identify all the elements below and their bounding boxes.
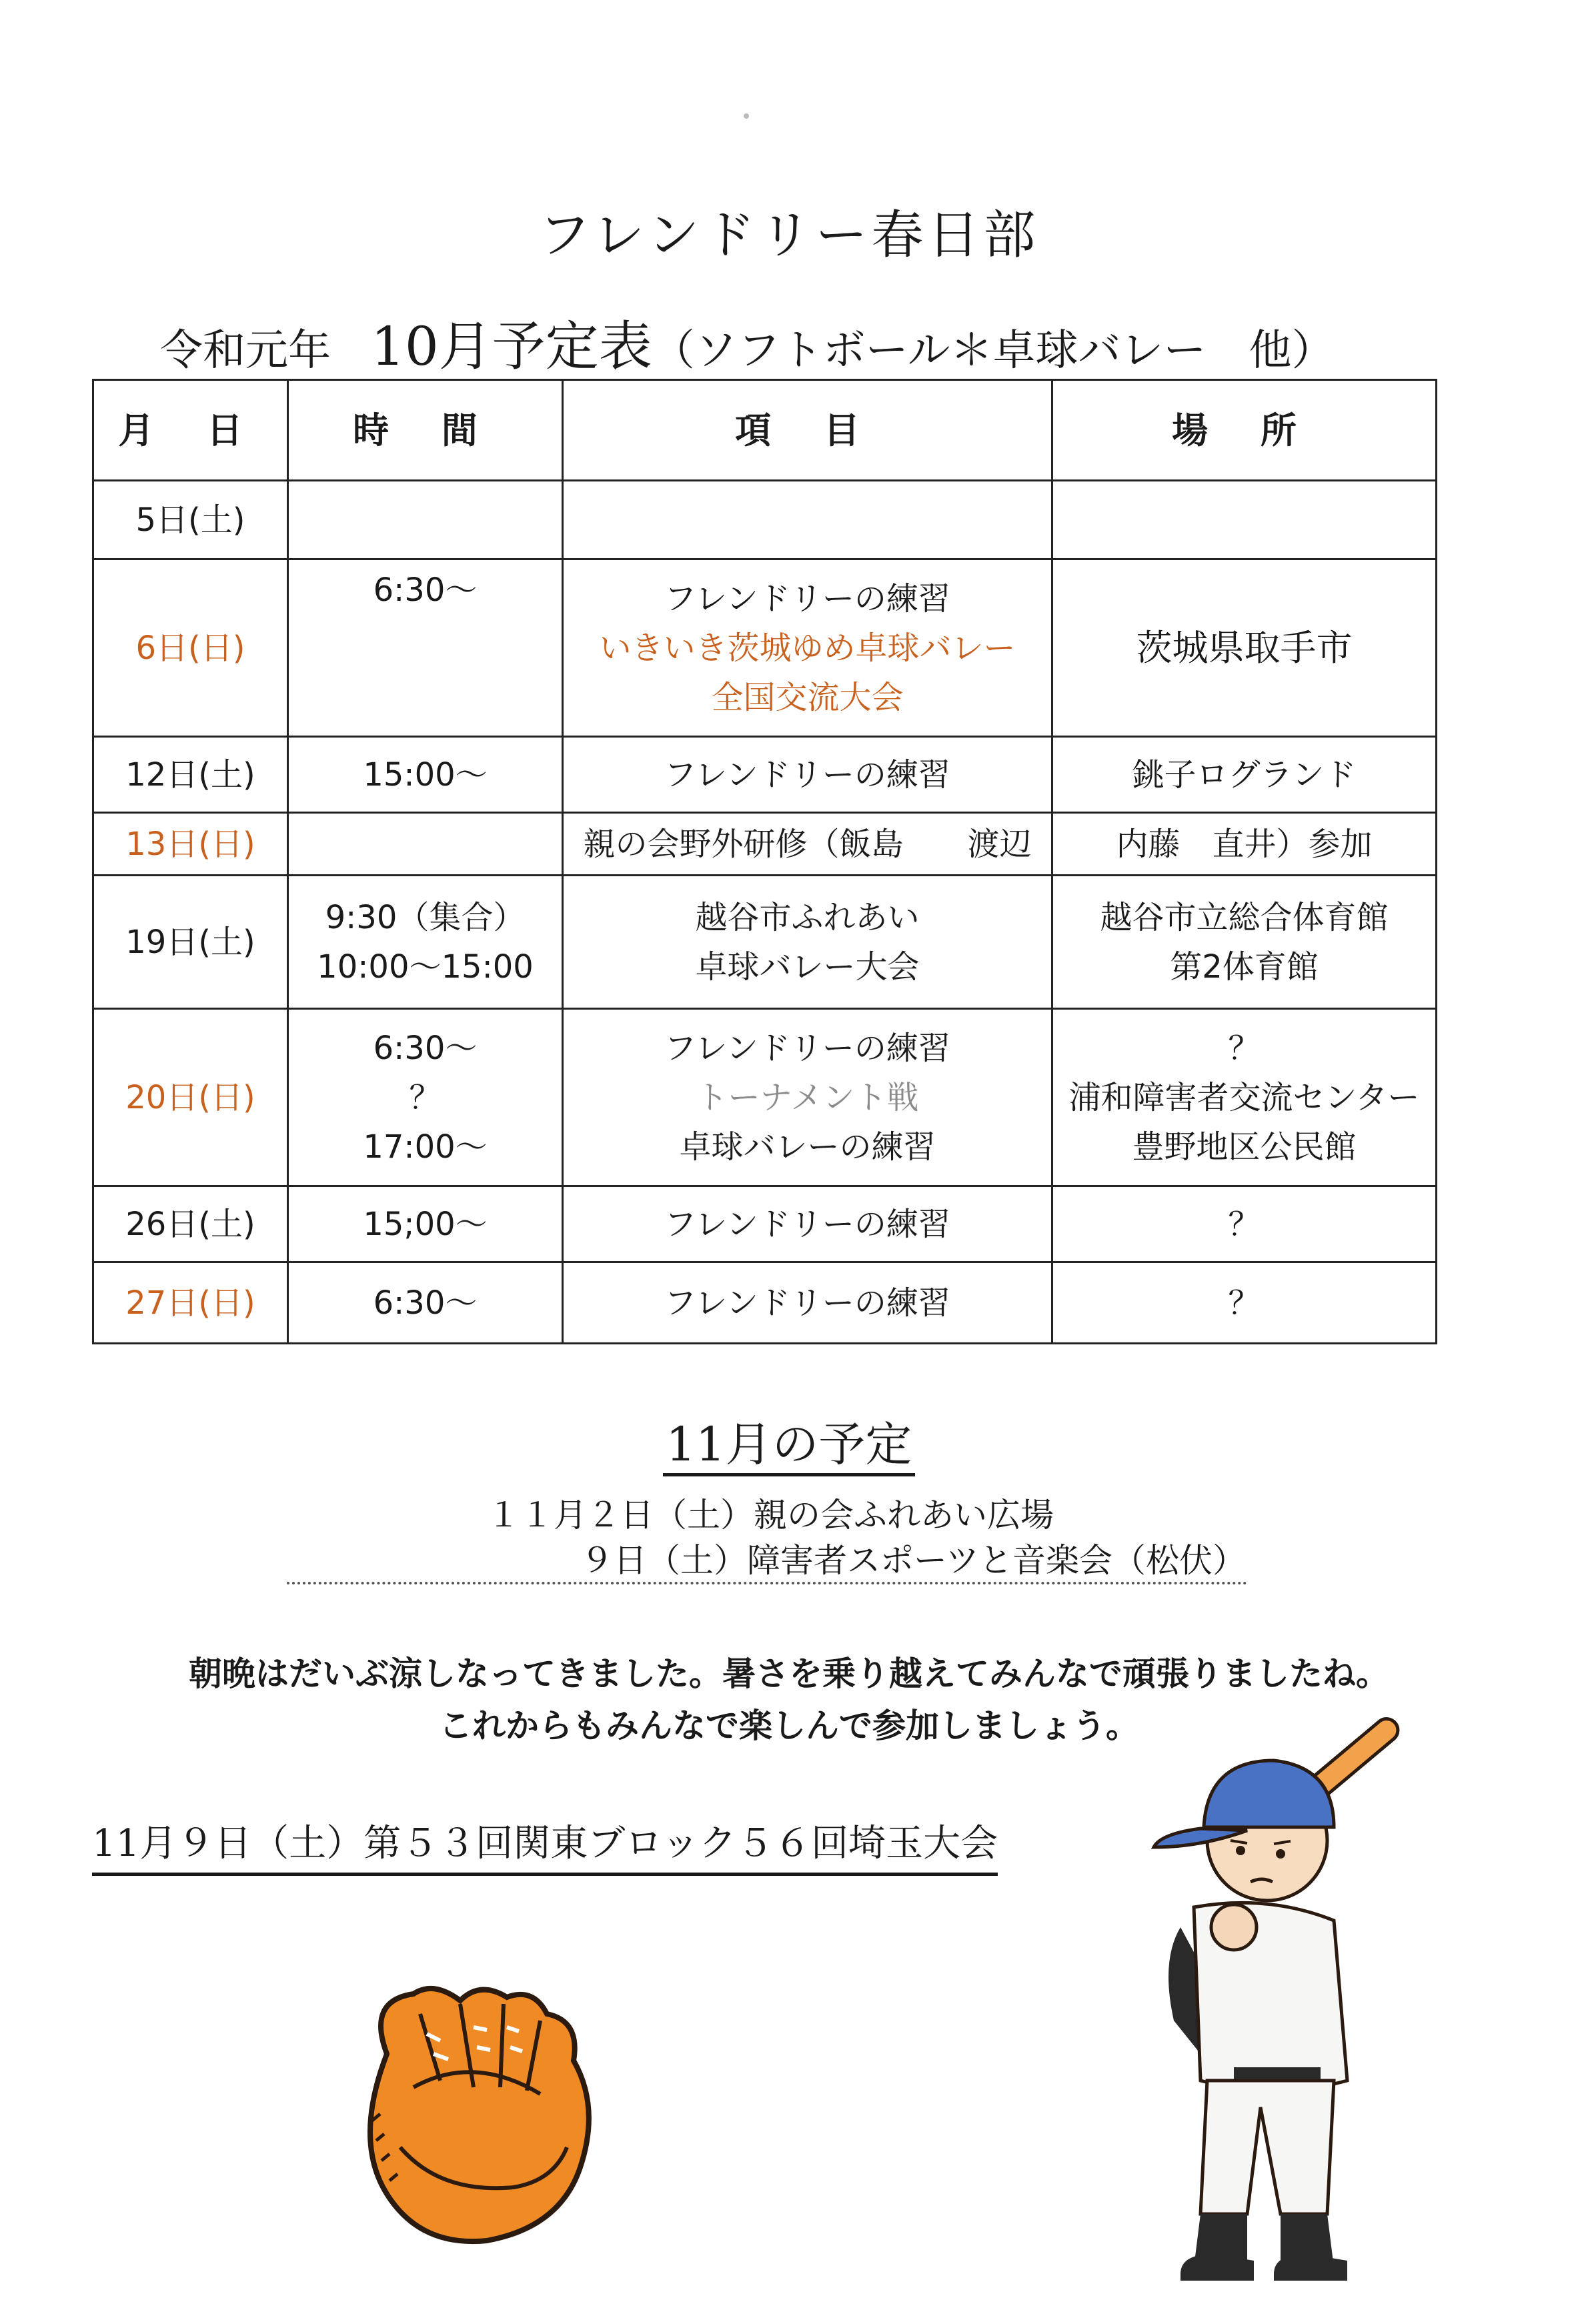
november-line-1: １１月２日（土）親の会ふれあい広場 [487,1496,1054,1534]
dotted-divider [287,1582,1247,1584]
item-text: 卓球バレー大会 [695,948,920,986]
header-place: 場 所 [1052,380,1437,481]
date-cell: 5日(土) [93,481,288,559]
date-cell: 27日(日) [93,1262,288,1344]
time-text: 9:30（集合） [325,898,526,936]
time-text: ？ [409,1078,442,1116]
baseball-player-icon [1080,1707,1454,2307]
table-row [93,813,1437,876]
item-text: 全国交流大会 [711,678,904,716]
item-text: フレンドリーの練習 [664,1029,950,1067]
club-title: フレンドリー春日部 [538,205,1040,265]
item-cell: フレンドリーの練習 [563,1262,1052,1344]
date-cell: 13日(日) [93,813,288,876]
item-text: いきいき茨城ゆめ卓球バレー [599,629,1016,667]
place-text: 茨城県取手市 [1136,626,1353,669]
item-cell [563,876,1052,1009]
place-cell [1052,1009,1437,1186]
table-row [93,737,1437,813]
place-cell [1052,876,1437,1009]
time-text: 17:00〜 [363,1128,488,1166]
header-item: 項 目 [563,380,1052,481]
table-row [93,1262,1437,1344]
place-text: 越谷市立総合体育館 [1100,898,1389,936]
subtitle-categories: （ソフトボール＊卓球バレー 他） [652,326,1335,375]
item-text: トーナメント戦 [696,1078,919,1116]
month-title: 10月予定表 [371,315,652,377]
time-text: 6:30〜 [373,571,478,609]
table-row [93,1009,1437,1186]
place-text: ？ [1228,1029,1261,1067]
place-text: 浦和障害者交流センター [1068,1078,1420,1116]
message-line-2: これからもみんなで楽しんで参加しましょう。 [439,1706,1139,1745]
item-cell [563,481,1052,559]
november-line-2: ９日（土）障害者スポーツと音楽会（松伏） [580,1541,1246,1580]
era-label: 令和元年 [160,326,331,375]
scan-speck [744,113,749,119]
item-text: 卓球バレーの練習 [679,1128,936,1166]
table-row [93,876,1437,1009]
table-row [93,559,1437,737]
november-heading [0,1407,1578,1474]
place-cell [1052,559,1437,737]
item-text: フレンドリーの練習 [664,579,950,618]
date-cell: 19日(土) [93,876,288,1009]
place-cell: 内藤 直井）参加 [1052,813,1437,876]
schedule-subtitle [160,303,1335,380]
item-cell [563,559,1052,737]
table-header-row [93,380,1437,481]
place-cell [1052,481,1437,559]
time-cell [288,559,563,737]
place-cell: 銚子ログランド [1052,737,1437,813]
november-heading-text: 11月の予定 [663,1417,914,1476]
time-cell [288,813,563,876]
time-text: 6:30〜 [373,1029,478,1067]
item-text: 越谷市ふれあい [695,898,920,936]
kanto-event: 11月９日（土）第５３回関東ブロック５６回埼玉大会 [92,1814,998,1876]
time-cell [288,1009,563,1186]
place-cell: ？ [1052,1262,1437,1344]
message-line-1: 朝晩はだいぶ涼しなってきました。暑さを乗り越えてみんなで頑張りましたね。 [189,1654,1389,1693]
place-text: 豊野地区公民館 [1132,1128,1357,1166]
place-cell: ？ [1052,1186,1437,1262]
table-row [93,481,1437,559]
schedule-table [92,379,1437,1344]
time-cell: 6:30〜 [288,1262,563,1344]
item-cell [563,1009,1052,1186]
item-cell: 親の会野外研修（飯島 渡辺 [563,813,1052,876]
item-cell: フレンドリーの練習 [563,1186,1052,1262]
item-cell: フレンドリーの練習 [563,737,1052,813]
time-cell [288,481,563,559]
date-cell: 6日(日) [93,559,288,737]
time-cell [288,876,563,1009]
time-cell: 15;00〜 [288,1186,563,1262]
date-cell: 26日(土) [93,1186,288,1262]
time-cell: 15:00〜 [288,737,563,813]
header-date: 月 日 [93,380,288,481]
table-row [93,1186,1437,1262]
date-cell: 20日(日) [93,1009,288,1186]
date-cell: 12日(土) [93,737,288,813]
baseball-glove-icon [340,1974,607,2254]
place-text: 第2体育館 [1170,948,1319,986]
header-time: 時 間 [288,380,563,481]
time-text: 10:00〜15:00 [317,948,534,986]
